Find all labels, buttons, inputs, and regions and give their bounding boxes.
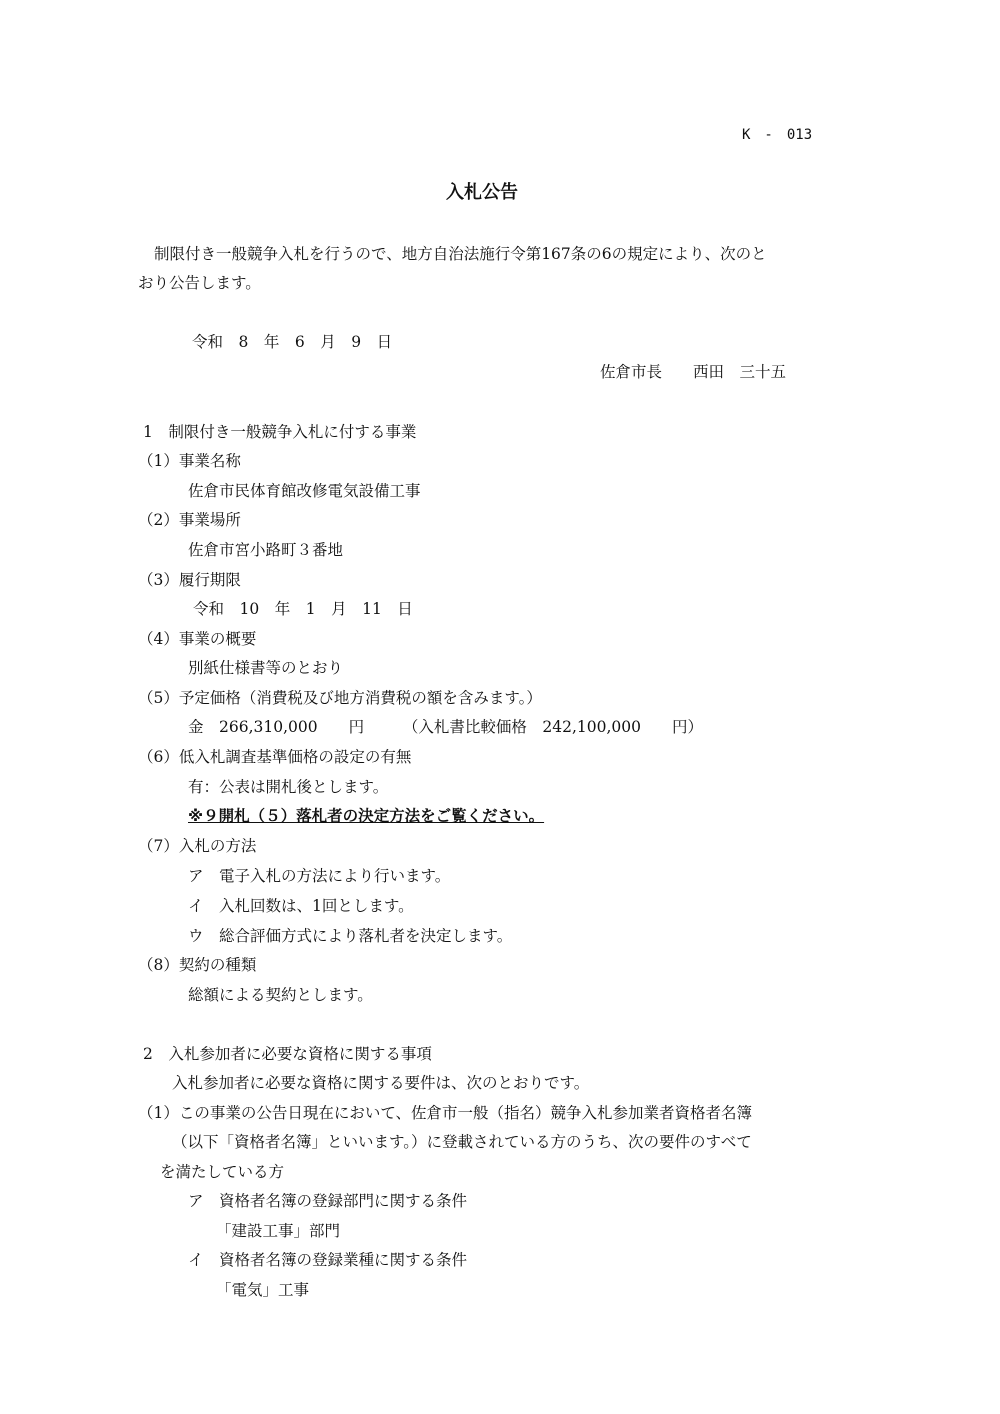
item-1-value: 佐倉市民体育館改修電気設備工事 [188, 482, 421, 500]
item-2-value: 佐倉市宮小路町３番地 [188, 541, 344, 559]
item-3-value: 令和 10 年 1 月 11 日 [193, 600, 413, 618]
intro-line-2: おり公告します。 [138, 274, 261, 292]
item-6-note: ※９開札（５）落札者の決定方法をご覧ください。 [188, 807, 545, 825]
item-7-a: ア 電子入札の方法により行います。 [188, 867, 451, 885]
item-2-label: （2）事業場所 [138, 511, 241, 529]
item-1-label: （1）事業名称 [138, 452, 241, 470]
item-4-value: 別紙仕様書等のとおり [188, 659, 344, 677]
sub-a-label: ア 資格者名簿の登録部門に関する条件 [188, 1192, 468, 1210]
item-8-label: （8）契約の種類 [138, 956, 257, 974]
item-7-u: ウ 総合評価方式により落札者を決定します。 [188, 927, 513, 945]
document-number: K - 013 [742, 127, 813, 143]
section-2-item-1-line-2: （以下「資格者名簿」といいます。）に登載されている方のうち、次の要件のすべて [172, 1133, 752, 1151]
item-4-label: （4）事業の概要 [138, 630, 257, 648]
item-3-label: （3）履行期限 [138, 571, 241, 589]
item-7-label: （7）入札の方法 [138, 837, 257, 855]
item-7-i: イ 入札回数は、1回とします。 [188, 897, 414, 915]
item-8-value: 総額による契約とします。 [188, 986, 373, 1004]
section-2-heading: 2 入札参加者に必要な資格に関する事項 [143, 1045, 432, 1063]
sub-i-value: 「電気」工事 [216, 1281, 310, 1299]
section-2-item-1-line-1: （1）この事業の公告日現在において、佐倉市一般（指名）競争入札参加業者資格者名簿 [138, 1104, 753, 1122]
item-6-label: （6）低入札調査基準価格の設定の有無 [138, 748, 412, 766]
section-1-heading: 1 制限付き一般競争入札に付する事業 [143, 423, 417, 441]
notice-date: 令和 8 年 6 月 9 日 [192, 333, 393, 351]
issuer-name: 佐倉市長 西田 三十五 [600, 363, 787, 381]
sub-i-label: イ 資格者名簿の登録業種に関する条件 [188, 1251, 468, 1269]
sub-a-value: 「建設工事」部門 [216, 1222, 341, 1240]
page-title: 入札公告 [446, 182, 518, 203]
item-6-value: 有：公表は開札後とします。 [188, 778, 389, 796]
section-2-item-1-line-3: を満たしている方 [160, 1163, 285, 1181]
item-5-label: （5）予定価格（消費税及び地方消費税の額を含みます。） [138, 689, 542, 707]
intro-line-1: 制限付き一般競争入札を行うので、地方自治法施行令第167条の6の規定により、次のと [154, 245, 767, 263]
section-2-lead: 入札参加者に必要な資格に関する要件は、次のとおりです。 [172, 1074, 590, 1092]
item-5-value: 金 266,310,000 円 （入札書比較価格 242,100,000 円） [188, 718, 703, 736]
